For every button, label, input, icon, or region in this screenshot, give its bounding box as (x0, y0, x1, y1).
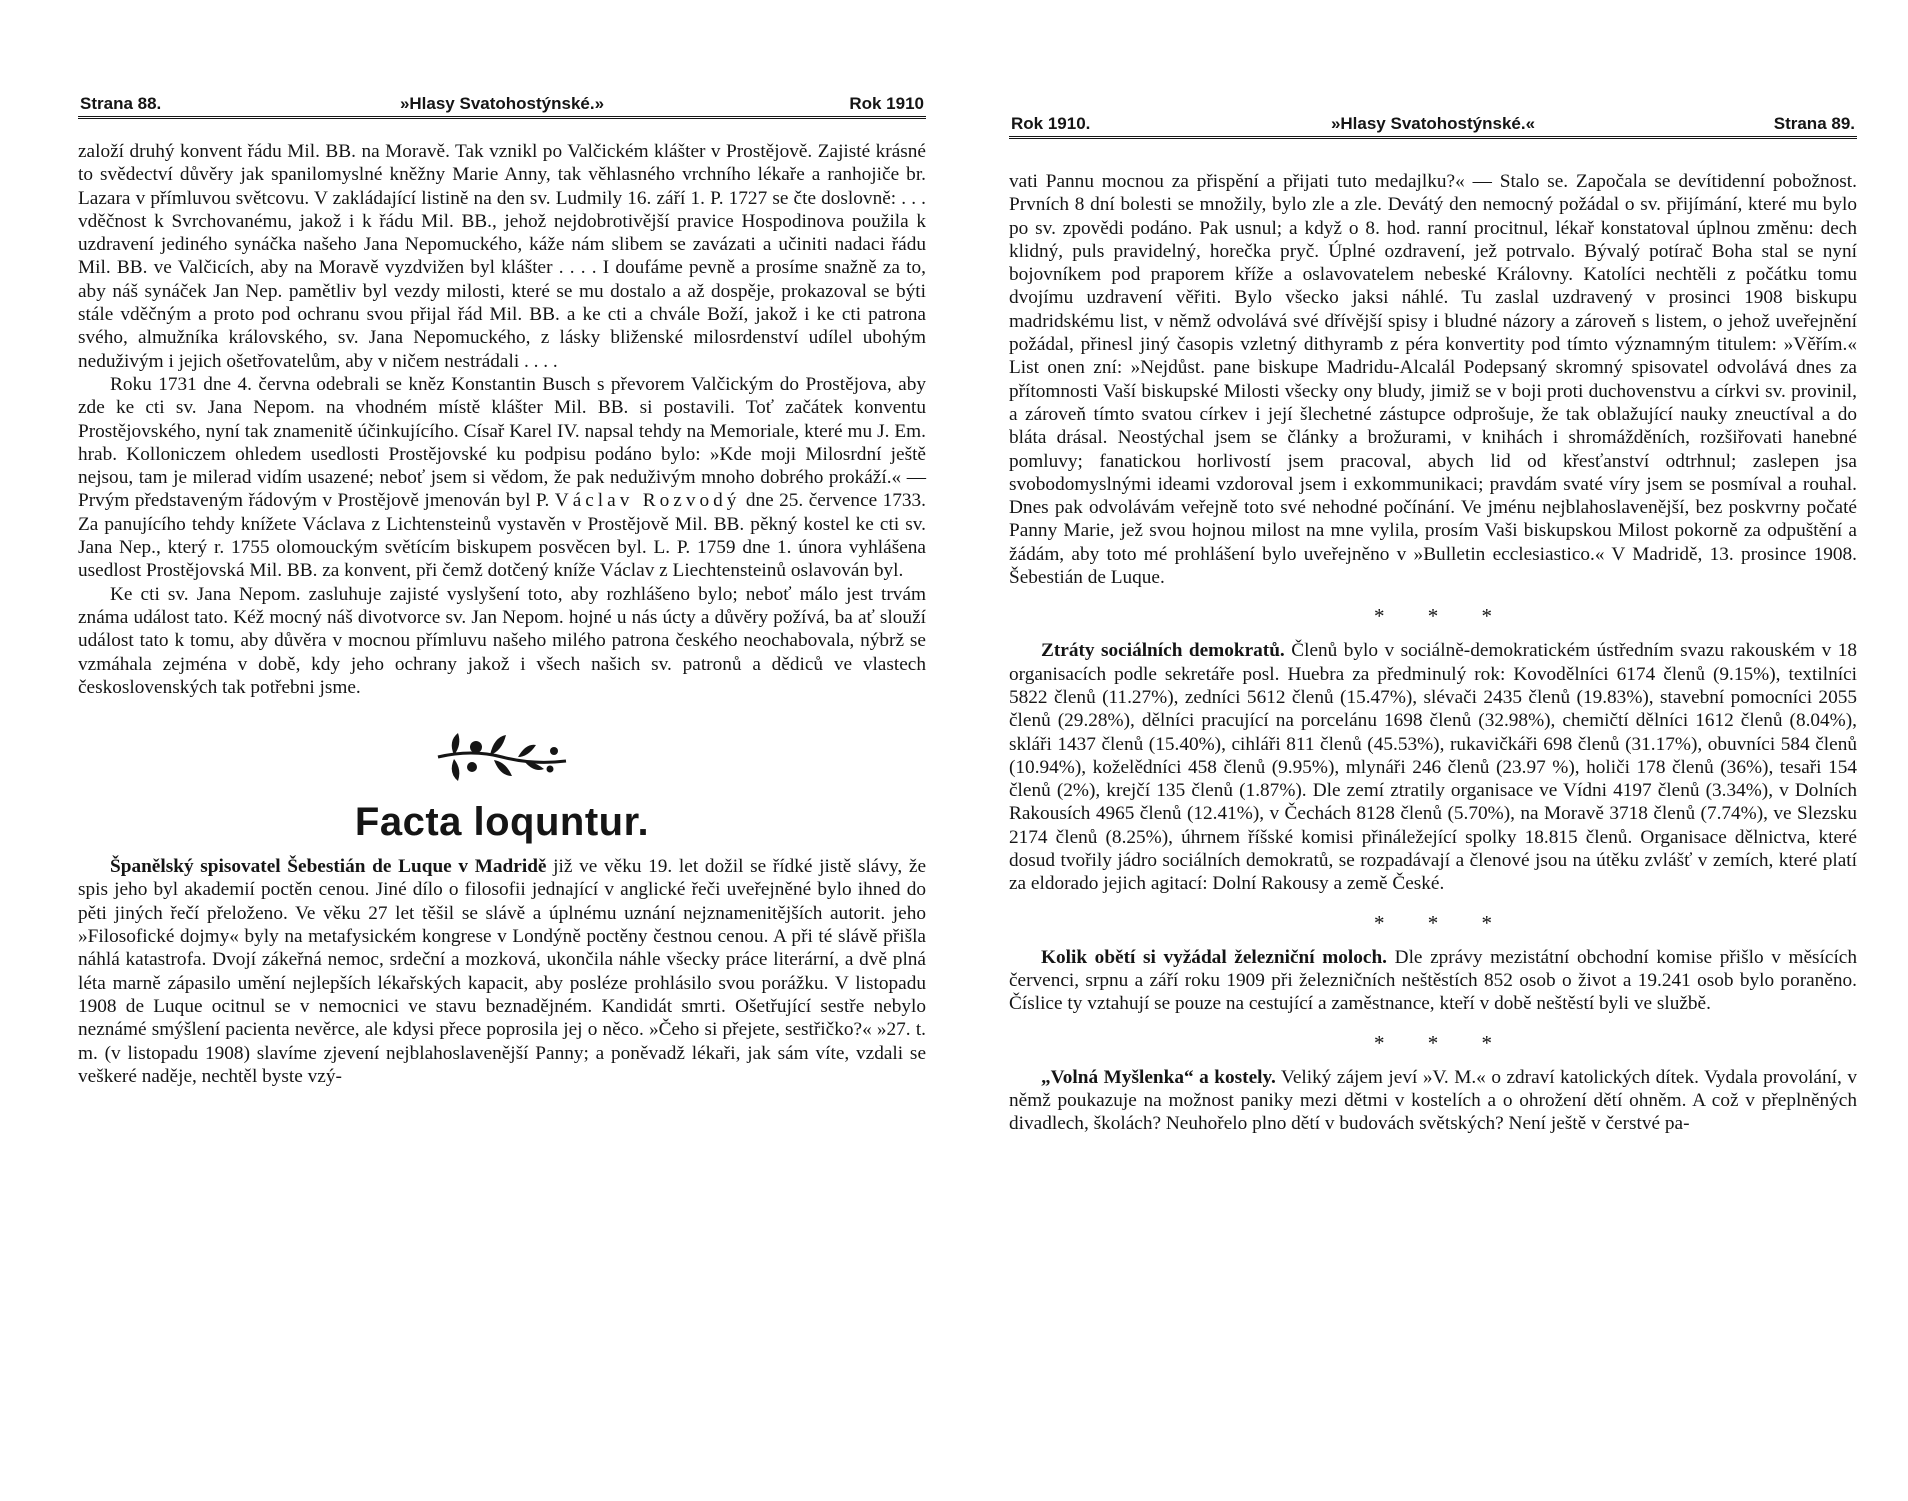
floral-ornament-icon (78, 727, 926, 787)
separator-stars-2 (1009, 912, 1857, 934)
zeleznice-lead: Kolik obětí si vyžádal železniční moloch. (1041, 946, 1388, 968)
separator-stars-1-text: * * * (1374, 604, 1492, 629)
paragraph-konvent: založí druhý konvent řádu Mil. BB. na Moravě. Tak vznikl po Valčickém klášter v Prostějově. Zajisté krásné to svědectví důvěry jak spanilomyslné kněžny Marie Anny, tak věhlasného vrchního lékaře a ranhojiče br. Lazara v přímluvou světcovu. V zakládající listině na den sv. Ludmily 16. září 1. P. 1727 se čte doslovně: . . . vděčnost k Svrchovanému, jakož i k řádu Mil. BB., jehož nejdobrotivější pravice Hospodinova použila k uzdravení jediného synáčka našeho Jana Nepomuckého, káže nám slibem se zavázati a učiniti nadaci řádu Mil. BB. ve Valčicích, aby na Moravě vyzdvižen byl klášter . . . . I doufáme pevně a prosíme snažně za to, aby náš synáček Jan Nep. pamětliv byl vezdy milosti, které se mu dostalo a až dospěje, prokazoval se býti stále vděčným a proto pod ochranu svou přijal řád Mil. BB. a ke cti a chvále Boží, jakož i ke cti patrona svého, almužníka královského, sv. Jana Nepomuckého, z lásky bliženské milosrdenství udílel ubohým neduživým i jejich ošetřovatelům, aby v ničem nestrádali . . . . (78, 141, 926, 372)
right-page-number: Strana 89. (1773, 114, 1855, 133)
separator-stars-3 (1009, 1032, 1857, 1054)
zeleznice-text: Dle zprávy mezistátní obchodní komise přišlo v měsících červenci, srpnu a září roku 1909 při železničních neštěstích 852 osob o život a 19.241 osob bylo poraněno. Číslice ty vztahují se pouze na cestující a zaměstnance, kteří v době neštěstí byli ve službě. (1009, 946, 1858, 1015)
separator-stars-3-text: * * * (1374, 1030, 1492, 1055)
right-page-body (1009, 170, 1857, 1135)
volna-myslenka-lead: „Volná Myšlenka“ a kostely. (1041, 1066, 1276, 1088)
separator-stars-2-text: * * * (1374, 910, 1492, 935)
floral-ornament-svg (432, 727, 572, 787)
paragraph-medajlka: vati Pannu mocnou za přispění a přijati tuto medajlku?« — Stalo se. Započala se devítidenní pobožnost. Prvních 8 dní bolesti se množily, bylo zle a zle. Devátý den nemocný požádal o sv. přijímání, které mu bylo po sv. zpovědi podáno. Pak usnul; a když o 8. hod. ranní procitnul, lékař konstatoval úplnou změnu: dech klidný, puls pravidelný, horečka pryč. Úplné ozdravení, jež potrvalo. Bývalý potírač Boha stal se nyní bojovníkem pod praporem kříže a oslavovatelem nebeské Královny. Katolíci nechtěli z počátku tomu dvojímu uzdravení věřiti. Bylo všecko jaksi náhlé. Tu zaslal uzdravený v prosinci 1908 biskupu madridskému list, v němž odvolává své dřívější spisy i bludné názory a zároveň s listem, o jehož uveřejnění požádal, přinesl jiný časopis vzletný dithyramb z péra konvertity pod tímto významným titulem: »Věřím.« List onen zní: »Nejdůst. pane biskupe Madridu-Alcalál Podepsaný skromný spisovatel odvolává dnes za přítomnosti Vaší biskupské Milosti všecky ony bludy, jimiž se v boji proti duchovenstvu a církvi sv. provinil, a zároveň tímto svatou církev i její šlechetné zástupce odprošuje, že tak oblažující nauky zneuctíval a do bláta drásal. Neostýchal jsem se články a brožurami, v knihách i shromážděních, rozšiřovati hanebné pomluvy; fanatickou horlivostí jsem pracoval, abych lid od křesťanství odtrhnul; zaslepen jsa svobodomyslnými ideami vzdoroval jsem i exkommunikaci; pravdám svaté víry jsem se posmíval a rouhal. Dnes pak odvolávám veřejně toto své nehodné počínání. Ve jménu nejblahoslavenější, bez poskvrny počaté Panny Marie, jež svou hojnou milost na mne vylila, prosím Vaši biskupskou Milost pokorně za odpuštění a žádám, aby toto mé prohlášení bylo uveřejněno v »Bulletin ecclesiastico.« V Madridě, 13. prosince 1908. Šebestián de Luque. (1009, 171, 1857, 589)
volna-myslenka-text: Veliký zájem jeví »V. M.« o zdraví katolických dítek. Vydala provolání, v němž poukazuje na možnost paniky mezi dětmi v kostelích a o ohrožení dětí ohněm. A což v přeplněných divadlech, školách? Neuhořelo plno dětí v budovách světských? Není ještě v čerstvé pa- (1009, 1066, 1857, 1135)
right-running-title: »Hlasy Svatohostýnské.« (1330, 114, 1536, 133)
left-page-body (78, 140, 926, 1088)
paragraph-volna-myslenka (1009, 1066, 1857, 1136)
paragraph-ke-cti: Ke cti sv. Jana Nepom. zasluhuje zajisté vyslyšení toto, aby rozhlášeno bylo; neboť málo jest trvám známa událost tato. Kéž mocný náš divotvorce sv. Jan Nepom. hojné u nás úcty a důvěry požívá, ba ať slouží událost tato k tomu, aby důvěra v mocnou přímluvu našeho milého patrona českého neochabovala, nýbrž se vzmáhala zejména v době, kdy jeho ochrany jakož i všech našich sv. patronů a dědiců ve vlastech československých tak potřebni jsme. (78, 583, 926, 698)
separator-stars-1 (1009, 605, 1857, 627)
paragraph-zeleznice (1009, 946, 1857, 1016)
paragraph-roku-1731 (78, 373, 926, 583)
left-page-header (78, 92, 926, 119)
left-page-year: Rok 1910 (849, 94, 924, 113)
ztraty-text: Členů bylo v sociálně-demokratickém ústředním svazu rakouském v 18 organisacích podle sekretáře posl. Huebra za předminulý rok: Kovodělníci 6174 členů (9.15%), textilníci 5822 členů (11.27%), zedníci 5612 členů (15.47%), slévači 2435 členů (19.83%), stavební pomocníci 2055 členů (29.28%), dělníci pracující na porcelánu 1698 členů (32.98%), chemičtí dělníci 1612 členů (8.04%), skláři 1437 členů (15.40%), cihláři 811 členů (45.53%), rukavičkáři 698 členů (31.17%), obuvníci 584 členů (10.94%), koželědníci 458 členů (9.95%), mlynáři 246 členů (23.97 %), holiči 178 členů (36%), tesaři 154 členů (2%), krejčí 135 členů (1.87%). Dle zemí ztratily organisace ve Vídni 4197 členů (3.34%), v Dolních Rakousích 4965 členů (12.41%), v Čechách 8128 členů (5.70%), na Moravě 3718 členů (7.74%), ve Slezsku 2174 členů (8.25%), úhrnem říšské komisi přináležející spolky 18.815 členů. Organisace dělnictva, které dosud tvořily jádro sociálních demokratů, se rozpadávají a členové jsou na útěku zvlášť v zemích, které platí za eldorado jejich agitací: Dolní Rakousy a země České. (1009, 640, 1857, 895)
left-running-title: »Hlasy Svatohostýnské.» (399, 94, 605, 113)
paragraph-roku-1731-text-a: Roku 1731 dne 4. června odebrali se kněz Konstantin Busch s převorem Valčickým do Prostějova, aby zde ke cti sv. Jana Nepom. na vhodném místě klášter Mil. BB. si postavili. Toť začátek konventu Prostějovského, nyní tak znamenitě účinkujícího. Císař Karel IV. napsal tehdy na Memoriale, které mu J. Em. hrab. Kolloniczem ohledem usedlosti Prostějovské ku podpisu podáno bylo: »Kde moji Milosrdní ještě nejsou, tam je milerad vidím usazené; neboť jsem si vědom, že pak neduživým mnoho dobrého prokáží.« — Prvým představeným řádovým v Prostějově jmenován byl P. (78, 373, 926, 512)
luque-lead: Španělský spisovatel Šebestián de Luque v Madridě (110, 856, 547, 878)
luque-text: již ve věku 19. let dožil se řídké jistě slávy, že spis jeho byl akademií poctěn cenou. Jiné dílo o filosofii jednající v anglické řeči uveřejněné bylo ihned do pěti jiných řečí přeloženo. Ve věku 27 let těšil se slávě a úplnému uznání nejznamenitějších autorit. jeho »Filosofické dojmy« byly na metafysickém kongrese v Londýně poctěny čestnou cenou. A při té slávě přišla náhlá katastrofa. Dvojí zákeřná nemoc, srdeční a mozková, ukončila náhle všecky práce literární, a dvě plná léta marně zápasilo umění nejlepších lékařských kapacit, aby posléze prohlásilo svou porážku. V listopadu 1908 de Luque ocitnul se v nemocnici ve stavu beznadějném. Kandidát smrti. Ošetřující sestře nebylo neznámé smýšlení pacienta nevěrce, ale kdysi přece poprosila jej o něco. »Čeho si přejete, sestřičko?« »27. t. m. (v listopadu 1908) slavíme zjevení nejblahoslavenější Panny; a poněvadž lékaři, jak sám víte, vzdali se veškeré naděje, nechtěl byste vzý- (78, 856, 927, 1087)
right-page-header (1009, 112, 1857, 139)
right-page-year: Rok 1910. (1011, 114, 1091, 133)
left-page-number: Strana 88. (80, 94, 162, 113)
ztraty-lead: Ztráty sociálních demokratů. (1041, 640, 1285, 662)
paragraph-roku-1731-text-b: dne 25. července 1733. Za panujícího tehdy knížete Václava z Lichtensteinů vystavěn v Prostějově Mil. BB. pěkný kostel ke cti sv. Jana Nep., který r. 1755 olomouckým světícím biskupem posvěcen byl. L. P. 1759 dne 1. února vyhlášena usedlost Prostějovská Mil. BB. za konvent, při čemž dotčený kníže Václav z Liechtensteinů oslavován byl. (78, 490, 927, 582)
name-vaclav-rozvody: Václav Rozvodý (554, 490, 741, 512)
paragraph-luque (78, 855, 926, 1088)
paragraph-ztraty (1009, 639, 1857, 895)
section-heading-facta-loquntur: Facta loquntur. (354, 800, 650, 845)
